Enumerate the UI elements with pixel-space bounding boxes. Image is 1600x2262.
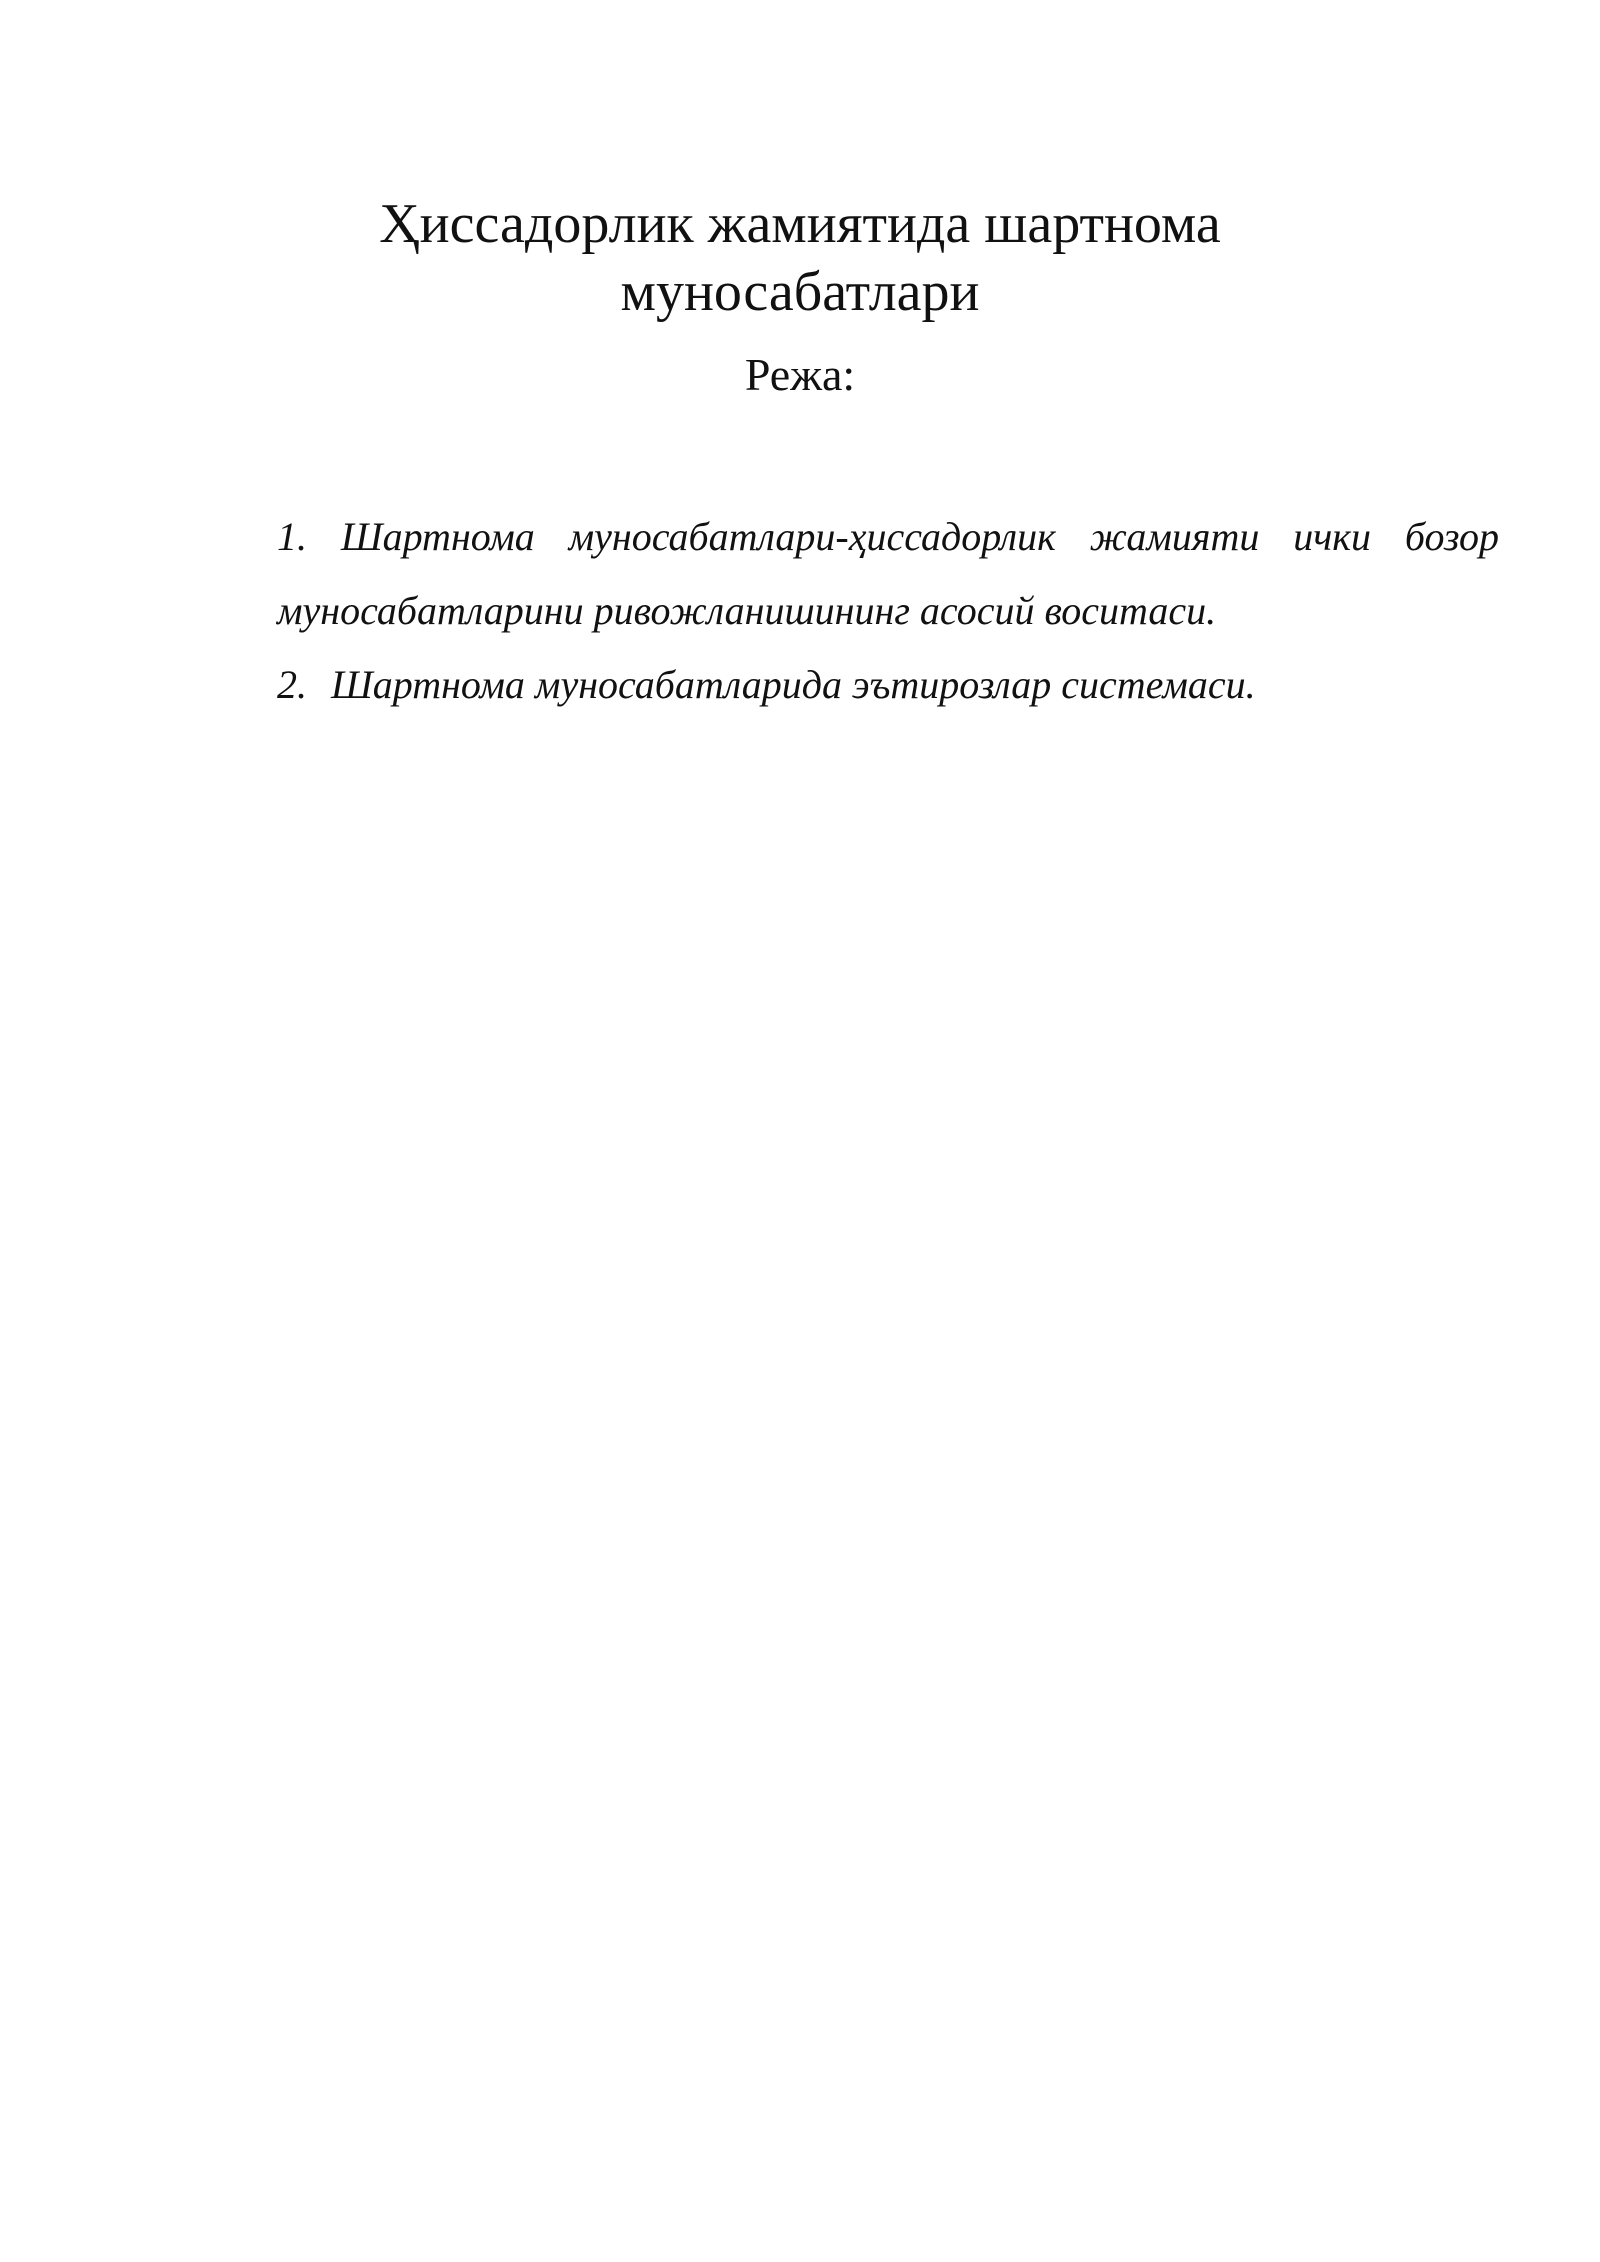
plan-item-number: 2. [277,662,307,707]
plan-item-text: Шартнома муносабатларида эътирозлар системаси. [331,662,1256,707]
plan-item-text: Шартнома муносабатлари-ҳиссадорлик жамияти ички бозор муносабатларини ривожланишининг асосий воситаси. [277,514,1500,633]
plan-item-2 [277,648,1499,722]
document-title [0,190,1600,326]
title-line-1: Ҳиссадорлик жамиятида шартнома [379,192,1221,255]
plan-heading: Режа: [744,349,856,400]
title-line-2: муносабатлари [620,260,980,323]
plan-item-number: 1. [277,514,307,559]
plan-item-1 [277,500,1499,648]
plan-list [277,500,1499,722]
